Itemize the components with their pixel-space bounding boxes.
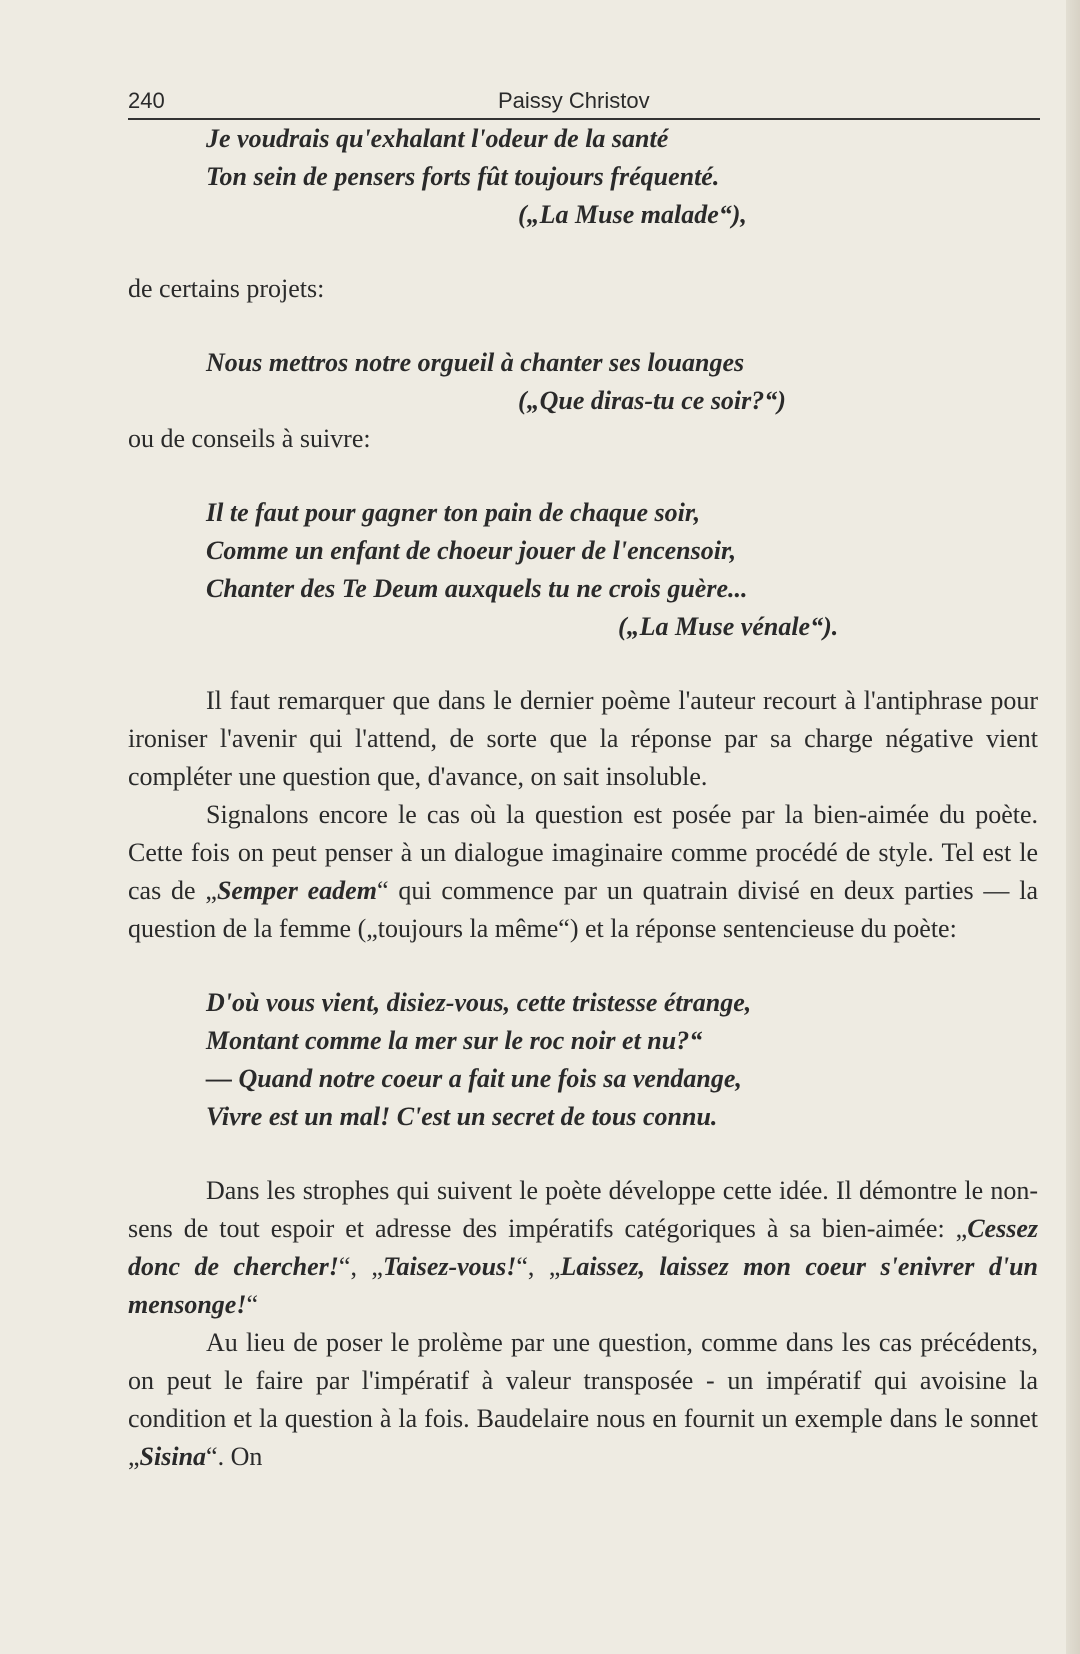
verse-line: Montant comme la mer sur le roc noir et nu?“ [206,1026,703,1055]
poem-title: Sisina [139,1442,207,1471]
verse-citation: („Que diras-tu ce soir?“) [518,386,786,415]
quotation: Cessez donc de chercher! [128,1214,1038,1281]
paragraph: de certains projets: [128,274,325,303]
verse-quote-3 [128,494,1038,646]
paragraph: ou de conseils à suivre: [128,424,371,453]
verse-quote-1 [128,120,1038,234]
quotation: Taisez-vous! [382,1252,517,1281]
paragraph: Au lieu de poser le prolème par une question, comme dans les cas précédents, on peut le faire par l'impératif à valeur transposée - un impératif qui avoisine la condition et la question à la fois. Baudelaire nous en fournit un exemple dans le sonnet „Sisina“. On [128,1328,1038,1471]
verse-quote-2 [128,344,1038,420]
paragraph: Il faut remarquer que dans le dernier poème l'auteur recourt à l'antiphrase pour ironiser l'avenir qui l'attend, de sorte que la réponse par sa charge négative vient compléter une question que, d'avance, on sait insoluble. [128,686,1038,791]
paragraph: Signalons encore le cas où la question est posée par la bien-aimée du poète. Cette fois on peut penser à un dialogue imaginaire comme procédé de style. Tel est le cas de „Semper eadem“ qui commence par un quatrain divisé en deux parties — la question de la femme („toujours la même“) et la réponse sentencieuse du poète: [128,800,1039,943]
verse-line: Nous mettros notre orgueil à chanter ses louanges [206,348,745,377]
verse-line: Chanter des Te Deum auxquels tu ne crois guère... [206,574,748,603]
verse-citation: („La Muse malade“), [518,200,747,229]
verse-line: D'où vous vient, disiez-vous, cette tristesse étrange, [206,988,752,1017]
verse-line: Vivre est un mal! C'est un secret de tous connu. [206,1102,718,1131]
body-text [128,120,1038,1476]
verse-line: Il te faut pour gagner ton pain de chaque soir, [206,498,701,527]
poem-title: Semper eadem [216,876,377,905]
verse-line: Je voudrais qu'exhalant l'odeur de la santé [206,124,669,153]
verse-citation: („La Muse vénale“). [618,612,839,641]
page-number: 240 [128,88,165,113]
verse-line: — Quand notre coeur a fait une fois sa vendange, [206,1064,742,1093]
paragraph: Dans les strophes qui suivent le poète développe cette idée. Il démontre le non-sens de tout espoir et adresse des impératifs catégoriques à sa bien-aimée: „Cessez donc de chercher!“, „Taisez-vous!“, „Laissez, laissez mon coeur s'enivrer d'un mensonge!“ [128,1176,1038,1319]
running-title: Paissy Christov [498,88,650,113]
verse-quote-4 [128,984,1038,1136]
page-header [128,88,1040,118]
quotation: Laissez, laissez mon coeur s'enivrer d'un mensonge! [128,1252,1038,1319]
verse-line: Comme un enfant de choeur jouer de l'encensoir, [206,536,737,565]
page-edge-shadow [1066,0,1080,1654]
verse-line: Ton sein de pensers forts fût toujours fréquenté. [206,162,720,191]
